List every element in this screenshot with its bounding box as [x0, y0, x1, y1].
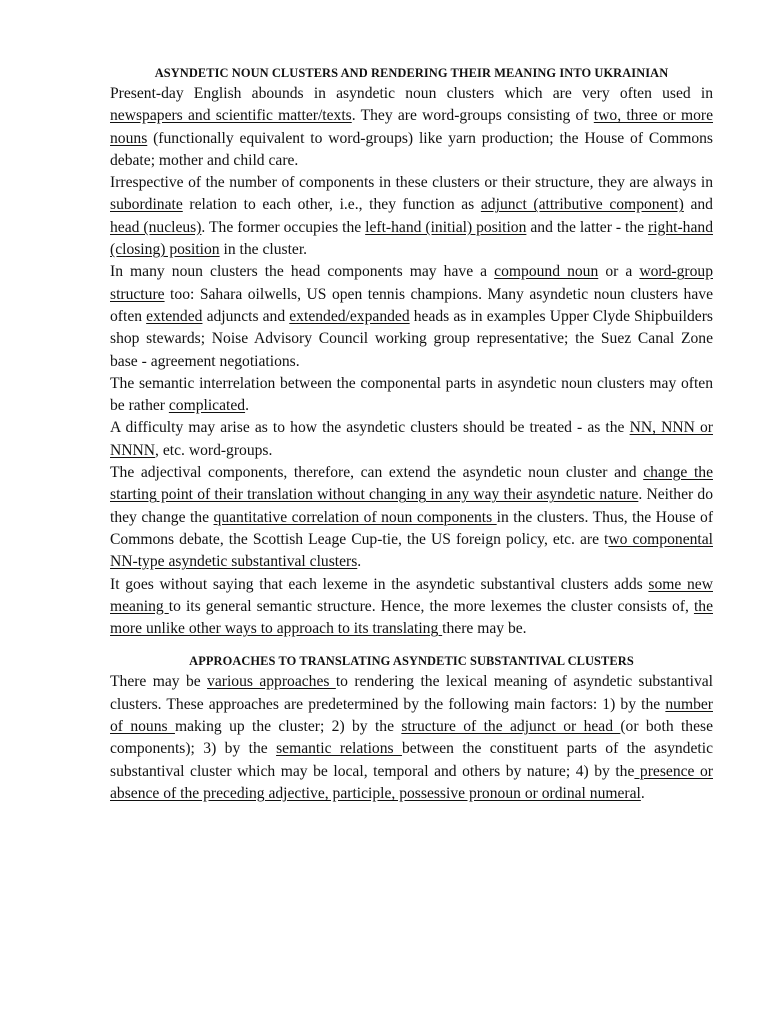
text-run: The semantic interrelation between the componental parts in asyndetic noun clusters may often be rather — [110, 374, 713, 415]
underlined-term: extended/expanded — [289, 307, 410, 325]
text-run: . — [640, 784, 645, 802]
text-run: . — [357, 553, 362, 571]
section-1-body — [110, 83, 713, 640]
document-title: ASYNDETIC NOUN CLUSTERS AND RENDERING THEIR MEANING INTO UKRAINIAN — [154, 66, 669, 80]
underlined-term: head (nucleus) — [110, 218, 202, 236]
text-run: . They are word-groups consisting of — [351, 107, 594, 125]
underlined-term: newspapers and scientific matter/texts — [110, 107, 352, 125]
underlined-term: NN, NNN or NNNN — [110, 419, 713, 459]
text-run: to its general semantic structure. Hence, the more lexemes the cluster consists of, — [168, 597, 694, 615]
text-run: making up the cluster; 2) by the — [174, 718, 402, 736]
text-run: between the constituent parts of the asyndetic substantival cluster which may be local, temporal and others by nature; 4) by the — [110, 740, 713, 780]
section-gap — [110, 640, 713, 652]
underlined-term: word-group structure — [110, 263, 713, 303]
text-run: In many noun clusters the head components may have a — [110, 263, 495, 281]
text-run: or a — [598, 263, 640, 281]
text-run: . The former occupies the — [201, 218, 366, 236]
text-run: A difficulty may arise as to how the asyndetic clusters should be treated - as the — [110, 419, 630, 437]
paragraph — [110, 172, 713, 261]
paragraph — [110, 671, 713, 805]
text-run: and — [683, 196, 713, 214]
text-run: there may be. — [442, 620, 527, 638]
underlined-term: some new meaning — [110, 575, 713, 615]
underlined-term: various approaches — [207, 673, 336, 691]
paragraph — [110, 83, 713, 172]
underlined-term: left-hand (initial) position — [365, 218, 527, 236]
text-run: It goes without saying that each lexeme in the asyndetic substantival clusters adds — [110, 575, 649, 593]
text-run: relation to each other, i.e., they function as — [182, 196, 481, 214]
text-run: , etc. word-groups. — [155, 441, 273, 459]
text-run: and the latter - the — [526, 218, 649, 236]
text-run: to rendering the lexical meaning of asyndetic substantival clusters. These approaches are predetermined by the following main factors: 1) by the — [110, 673, 713, 713]
text-run: in the cluster. — [219, 241, 308, 259]
text-run: Present-day English abounds in asyndetic noun clusters which are very often used in — [110, 85, 713, 102]
paragraph — [110, 574, 713, 641]
text-run: adjuncts and — [202, 307, 290, 325]
underlined-term: extended — [146, 307, 203, 325]
text-run: . — [245, 397, 249, 415]
underlined-term: compound noun — [494, 263, 599, 281]
underlined-term: semantic relations — [276, 740, 402, 758]
paragraph — [110, 462, 713, 573]
underlined-term: complicated — [168, 397, 246, 415]
underlined-term: adjunct (attributive component) — [480, 196, 684, 214]
text-run: . Neither do they change the — [110, 486, 713, 526]
underlined-term: quantitative correlation of noun components — [213, 508, 497, 526]
text-run: (or both these components); 3) by the — [110, 718, 714, 758]
underlined-term: wo componental NN-type asyndetic substantival clusters — [110, 530, 713, 571]
text-run: The adjectival components, therefore, can extend the asyndetic noun cluster and — [110, 464, 644, 482]
underlined-term: subordinate — [110, 196, 183, 214]
underlined-term: change the starting point of their translation without changing in any way their asyndetic nature — [110, 464, 713, 504]
text-run: in the clusters. Thus, the House of Commons debate, the Scottish Leage Cup-tie, the US foreign policy, etc. are t — [110, 508, 714, 548]
underlined-term: number of nouns — [110, 695, 713, 736]
underlined-term: two, three or more nouns — [110, 107, 713, 147]
paragraph — [110, 417, 713, 462]
text-run: There may be — [110, 673, 208, 691]
underlined-term: presence or absence of the preceding adjective, participle, possessive pronoun or ordinal numeral — [110, 762, 713, 802]
paragraph — [110, 373, 713, 418]
text-run: too: Sahara oilwells, US open tennis champions. Many asyndetic noun clusters have often — [110, 285, 713, 325]
underlined-term: structure of the adjunct or head — [401, 718, 621, 736]
section-2-title: APPROACHES TO TRANSLATING ASYNDETIC SUBSTANTIVAL CLUSTERS — [189, 654, 634, 669]
text-run: heads as in examples Upper Clyde Shipbuilders shop stewards; Noise Advisory Council working group representative; the Suez Canal Zone base - agreement negotiations. — [110, 307, 713, 370]
paragraph — [110, 261, 713, 372]
section-2-body — [110, 671, 713, 805]
text-run: (functionally equivalent to word-groups) like yarn production; the House of Commons debate; mother and child care. — [110, 129, 713, 169]
text-run: Irrespective of the number of components in these clusters or their structure, they are always in — [110, 174, 713, 192]
underlined-term: right-hand (closing) position — [110, 218, 713, 259]
underlined-term: the more unlike other ways to approach to its translating — [110, 597, 713, 638]
document-page — [110, 64, 713, 805]
